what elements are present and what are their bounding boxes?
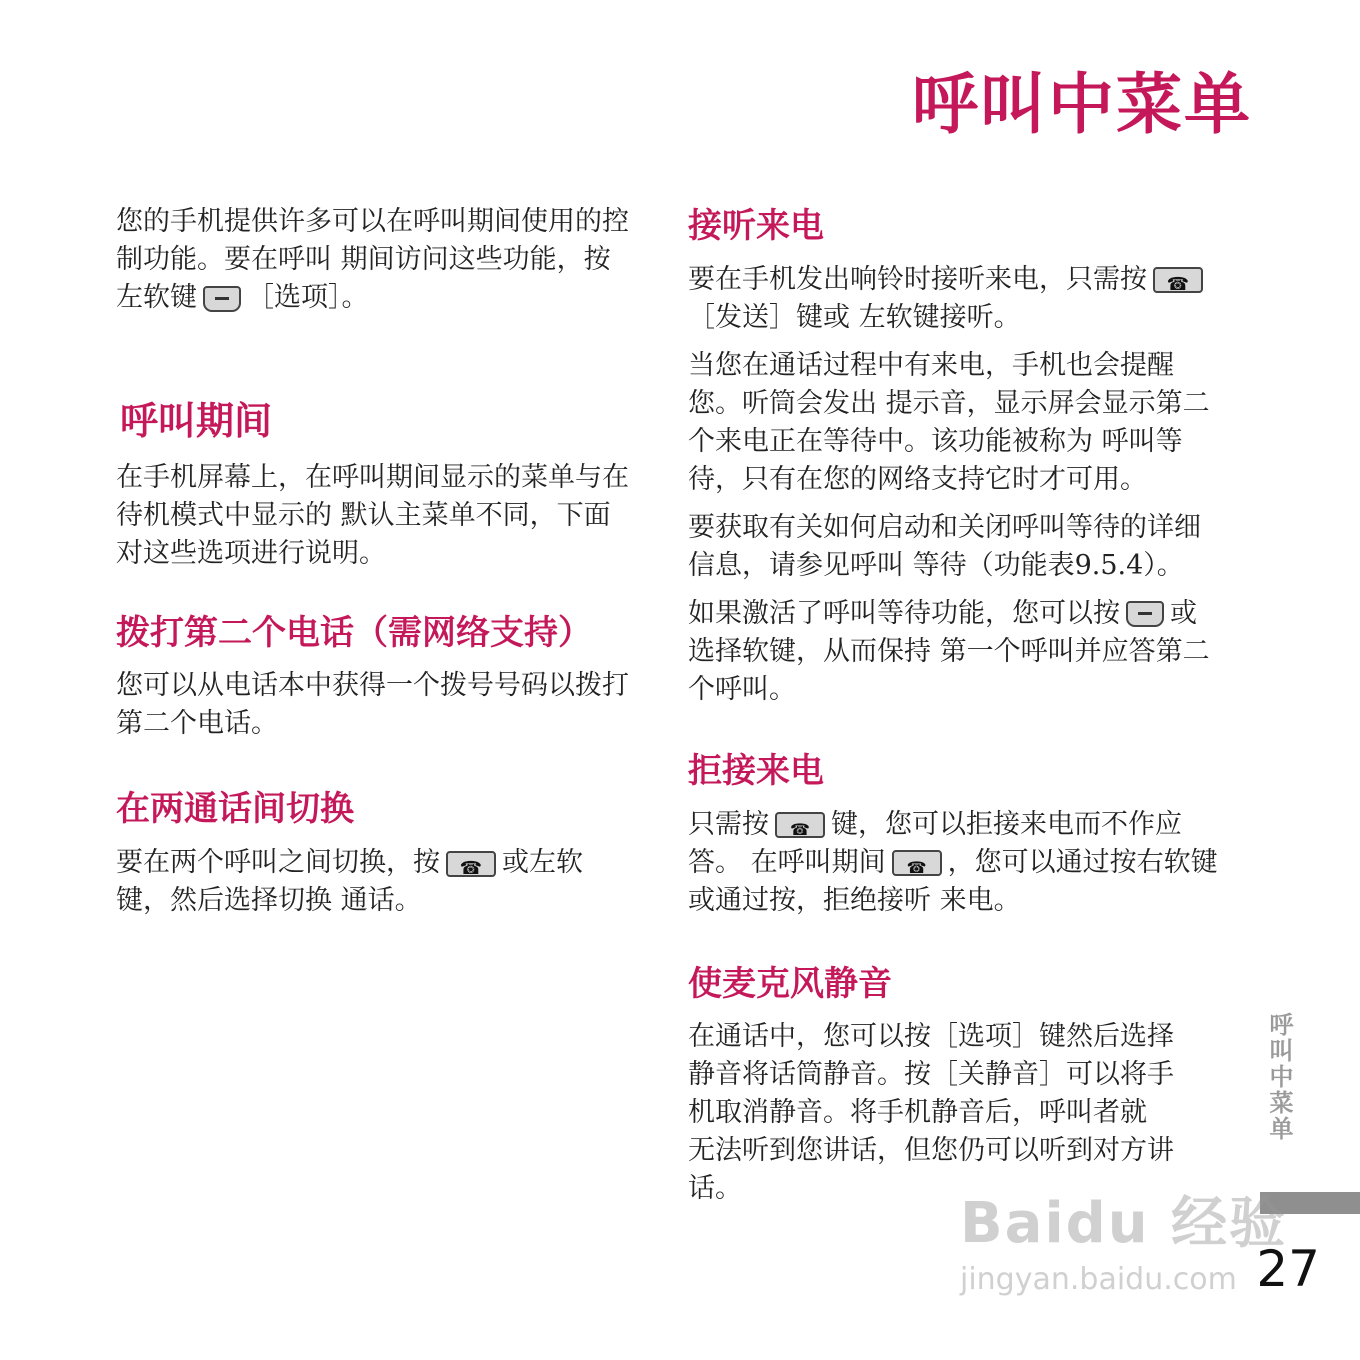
intro-text-2: ［选项］。 (247, 282, 369, 313)
section-heading-reject-call: 拒接来电 (688, 750, 824, 791)
side-tab-label: 呼叫中菜单 (1265, 1012, 1293, 1142)
answer-call-p1-text-2: ［发送］键或 左软键接听。 (688, 301, 1021, 333)
watermark-url: jingyan.baidu.com (960, 1262, 1237, 1297)
reject-call-text-1: 只需按 (688, 808, 769, 840)
end-key-icon (775, 812, 825, 838)
switch-calls-text-2: 或左软键，然后选择切换 通话。 (116, 847, 583, 917)
reject-call-text (688, 806, 1218, 920)
left-column (116, 203, 636, 930)
section-heading-mute: 使麦克风静音 (688, 963, 892, 1004)
answer-call-p1-text-1: 要在手机发出响铃时接听来电，只需按 (688, 263, 1147, 295)
answer-call-p4-text-1: 如果激活了呼叫等待功能，您可以按 (688, 597, 1120, 629)
soft-key-icon (203, 286, 241, 312)
right-column (688, 206, 1218, 1218)
answer-call-p4 (688, 595, 1218, 709)
reject-call-text-2: 键，您可以拒接来电而不作应答。 在呼叫期间 (688, 808, 1182, 878)
page-title: 呼叫中菜单 (912, 66, 1252, 143)
answer-call-p3: 要获取有关如何启动和关闭呼叫等待的详细信息，请参见呼叫 等待（功能表9.5.4）。 (688, 511, 1201, 581)
watermark-main: Baidu 经验 (960, 1191, 1288, 1256)
second-call-text: 您可以从电话本中获得一个拨号号码以拨打第二个电话。 (116, 670, 629, 740)
send-key-icon (1153, 267, 1203, 293)
section-heading-during-call: 呼叫期间 (120, 399, 273, 443)
intro-text-1: 您的手机提供许多可以在呼叫期间使用的控制功能。要在呼叫 期间访问这些功能，按左软键 (116, 206, 629, 313)
soft-key-icon (1126, 601, 1164, 627)
switch-calls-text (116, 844, 636, 920)
end-key-icon (892, 850, 942, 876)
section-heading-switch-calls: 在两通话间切换 (116, 789, 354, 830)
answer-call-p4-text-2: 或选择软键，从而保持 第一个呼叫并应答第二个呼叫。 (688, 597, 1210, 705)
answer-call-p1 (688, 261, 1218, 337)
send-key-icon (446, 851, 496, 877)
mute-text: 在通话中，您可以按［选项］键然后选择静音将话筒静音。按［关静音］可以将手机取消静音。将手机静音后，呼叫者就 无法听到您讲话，但您仍可以听到对方讲话。 (688, 1021, 1174, 1205)
section-heading-second-call: 拨打第二个电话（需网络支持） (116, 612, 592, 653)
section-heading-answer-call: 接听来电 (688, 206, 824, 246)
side-tab-bar (1260, 1192, 1360, 1214)
reject-call-text-3: ，您可以通过按右软键或通过按，拒绝接听 来电。 (688, 846, 1218, 916)
switch-calls-text-1: 要在两个呼叫之间切换，按 (116, 847, 440, 879)
intro-paragraph (116, 203, 636, 317)
page-number: 27 (1256, 1240, 1320, 1298)
answer-call-p2: 当您在通话过程中有来电，手机也会提醒您。听筒会发出 提示音，显示屏会显示第二个来电正在等待中。该功能被称为 呼叫等待，只有在您的网络支持它时才可用。 (688, 349, 1210, 495)
during-call-text: 在手机屏幕上，在呼叫期间显示的菜单与在待机模式中显示的 默认主菜单不同，下面对这些选项进行说明。 (116, 461, 629, 569)
